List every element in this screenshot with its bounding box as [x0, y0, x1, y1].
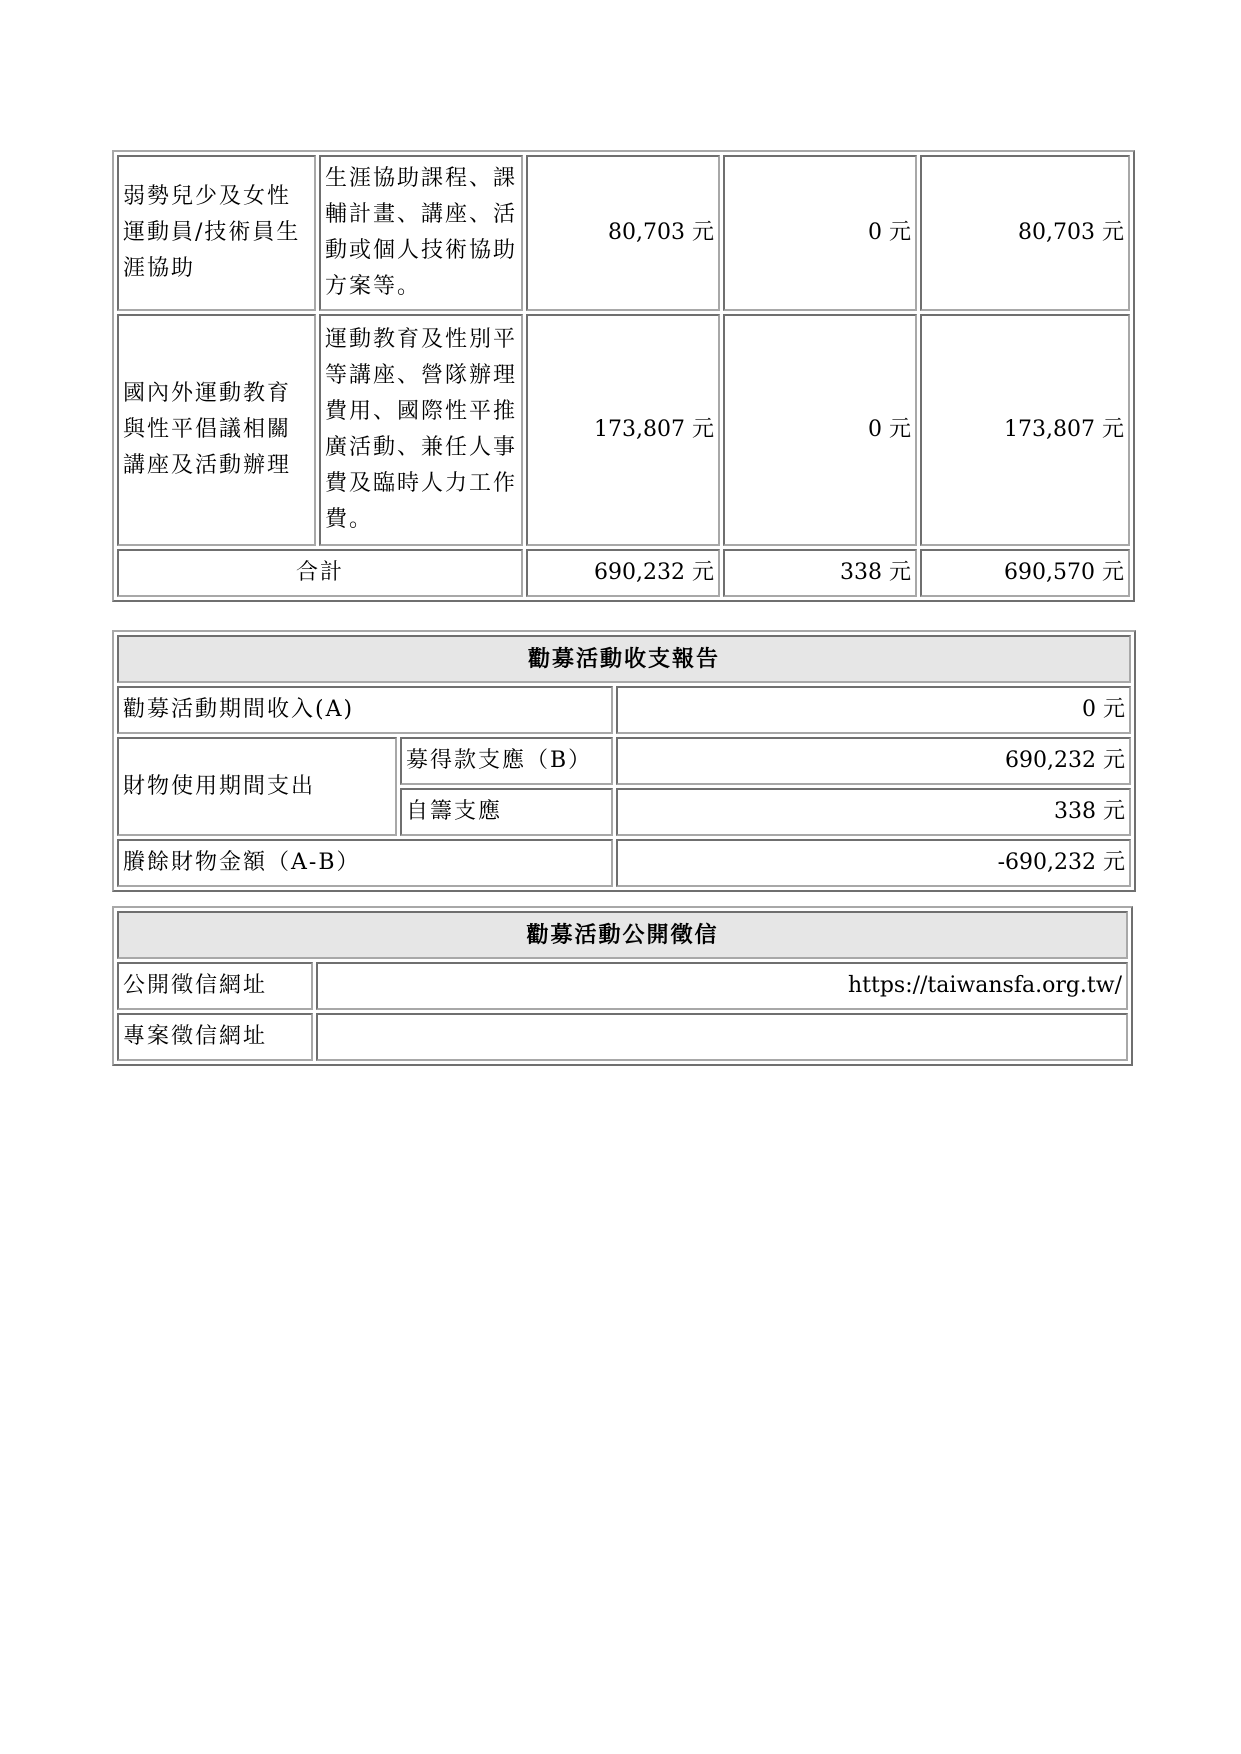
disclosure-title: 勸募活動公開徵信 — [117, 911, 1128, 959]
grand-total-cell: 690,570 元 — [920, 549, 1130, 597]
item-description-cell: 生涯協助課程、課輔計畫、講座、活動或個人技術協助方案等。 — [319, 155, 523, 311]
project-url-label: 專案徵信網址 — [117, 1013, 313, 1061]
item-name-cell: 弱勢兒少及女性運動員/技術員生涯協助 — [117, 155, 316, 311]
expense-self-label: 自籌支應 — [400, 788, 613, 836]
expense-donation-label: 募得款支應（B） — [400, 737, 613, 785]
expense-donation-row — [117, 737, 1131, 785]
public-url-link[interactable]: https://taiwansfa.org.tw/ — [316, 962, 1128, 1010]
income-value: 0 元 — [616, 686, 1131, 734]
expense-donation-value: 690,232 元 — [616, 737, 1131, 785]
item-name-cell: 國內外運動教育與性平倡議相關講座及活動辦理 — [117, 314, 316, 546]
disclosure-header-row — [117, 911, 1128, 959]
report-header-row — [117, 635, 1131, 683]
total-self-funded-cell: 338 元 — [723, 549, 917, 597]
total-donation-cell: 690,232 元 — [526, 549, 720, 597]
public-disclosure-table — [112, 906, 1133, 1066]
income-row — [117, 686, 1131, 734]
surplus-value: -690,232 元 — [616, 839, 1131, 887]
table-row — [117, 155, 1130, 311]
self-funded-amount-cell: 0 元 — [723, 155, 917, 311]
surplus-label: 賸餘財物金額（A-B） — [117, 839, 613, 887]
project-url-row — [117, 1013, 1128, 1061]
expense-label: 財物使用期間支出 — [117, 737, 397, 836]
budget-items-table — [112, 150, 1135, 602]
public-url-row — [117, 962, 1128, 1010]
income-label: 勸募活動期間收入(A) — [117, 686, 613, 734]
report-title: 勸募活動收支報告 — [117, 635, 1131, 683]
total-amount-cell: 80,703 元 — [920, 155, 1130, 311]
table-row — [117, 314, 1130, 546]
item-description-cell: 運動教育及性別平等講座、營隊辦理費用、國際性平推廣活動、兼任人事費及臨時人力工作費。 — [319, 314, 523, 546]
total-label: 合計 — [117, 549, 523, 597]
income-expense-report-table — [112, 630, 1136, 892]
total-row — [117, 549, 1130, 597]
surplus-row — [117, 839, 1131, 887]
donation-amount-cell: 173,807 元 — [526, 314, 720, 546]
expense-self-value: 338 元 — [616, 788, 1131, 836]
donation-amount-cell: 80,703 元 — [526, 155, 720, 311]
project-url-value — [316, 1013, 1128, 1061]
total-amount-cell: 173,807 元 — [920, 314, 1130, 546]
self-funded-amount-cell: 0 元 — [723, 314, 917, 546]
public-url-label: 公開徵信網址 — [117, 962, 313, 1010]
